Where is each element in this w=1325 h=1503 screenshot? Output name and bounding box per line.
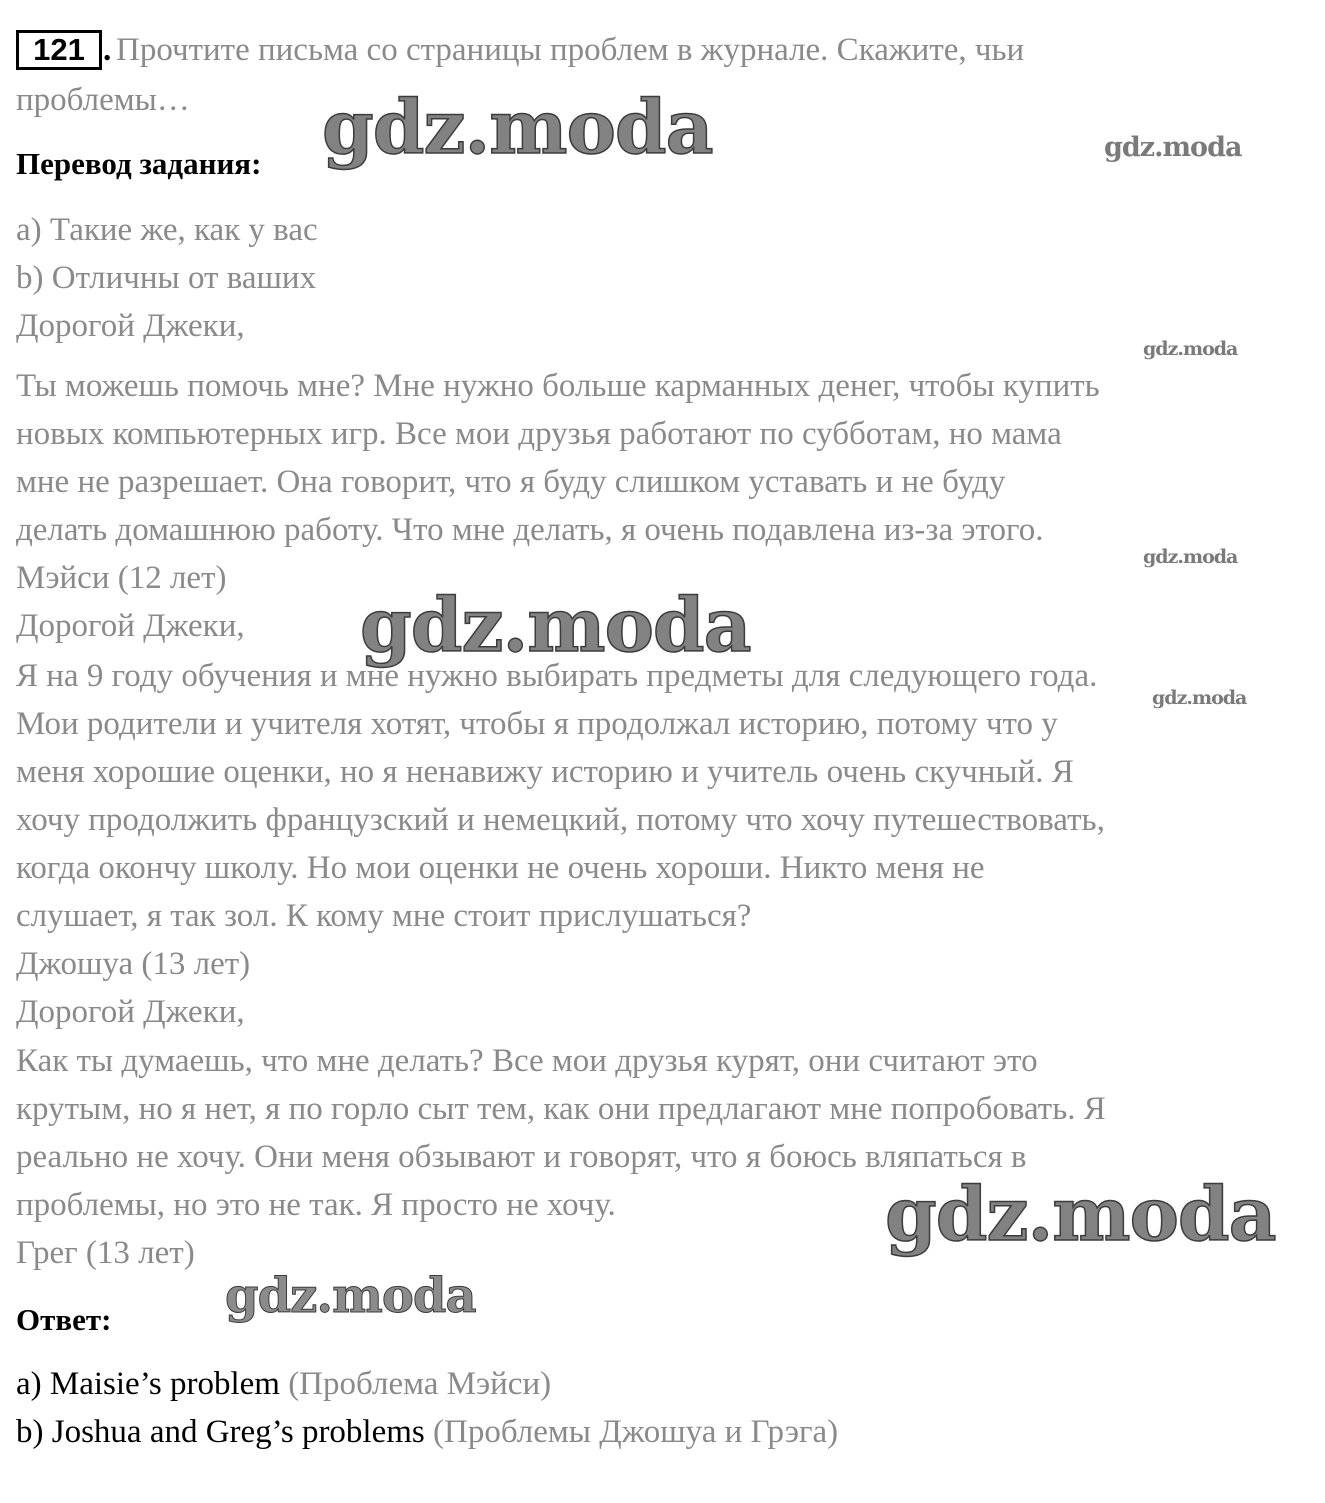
watermark-logo: gdz.moda [1104,132,1242,163]
letter-3-line: крутым, но я нет, я по горло сыт тем, как они предлагают мне попробовать. Я [16,1091,1106,1127]
letter-2-line: Я на 9 году обучения и мне нужно выбирать предметы для следующего года. [16,658,1098,694]
letter-3-line: проблемы, но это не так. Я просто не хочу. [16,1187,616,1223]
letter-2-line: когда окончу школу. Но мои оценки не очень хороши. Никто меня не [16,850,985,886]
watermark-logo: gdz.moda [1143,546,1238,568]
letter-2-line: Мои родители и учителя хотят, чтобы я продолжал историю, потому что у [16,706,1058,742]
letter-1-line: новых компьютерных игр. Все мои друзья работают по субботам, но мама [16,416,1062,452]
answer-b [16,1412,838,1452]
task-prompt-line-2: проблемы… [16,82,190,118]
translation-heading: Перевод задания: [16,146,262,181]
option-b: b) Отличны от ваших [16,260,317,296]
answer-a [16,1364,551,1404]
task-number-dot: . [103,32,112,68]
answer-a-russian: (Проблема Мэйси) [288,1366,552,1402]
task-prompt-line-1: Прочтите письма со страницы проблем в журнале. Скажите, чьи [116,32,1025,68]
letter-1-greeting: Дорогой Джеки, [16,308,245,344]
letter-1-line: мне не разрешает. Она говорит, что я буду слишком уставать и не буду [16,464,1006,500]
watermark-logo: gdz.moda [322,85,713,171]
answer-b-english: b) Joshua and Greg’s problems [16,1414,425,1450]
letter-3-signature: Грег (13 лет) [16,1235,195,1271]
answer-heading: Ответ: [16,1302,112,1337]
letter-2-line: хочу продолжить французский и немецкий, потому что хочу путешествовать, [16,802,1105,838]
answer-b-russian: (Проблемы Джошуа и Грэга) [433,1414,839,1450]
letter-2-line: меня хорошие оценки, но я ненавижу историю и учитель очень скучный. Я [16,754,1074,790]
letter-1-line: Ты можешь помочь мне? Мне нужно больше карманных денег, чтобы купить [16,368,1100,404]
letter-1-signature: Мэйси (12 лет) [16,560,227,596]
watermark-logo: gdz.moda [1152,687,1247,709]
letter-3-line: реально не хочу. Они меня обзывают и говорят, что я боюсь вляпаться в [16,1139,1027,1175]
letter-2-line: слушает, я так зол. К кому мне стоит прислушаться? [16,898,752,934]
watermark-logo: gdz.moda [1143,338,1238,360]
letter-3-greeting: Дорогой Джеки, [16,994,245,1030]
option-a: a) Такие же, как у вас [16,212,318,248]
letter-1-line: делать домашнюю работу. Что мне делать, я очень подавлена из-за этого. [16,512,1044,548]
task-number-box: 121 [16,30,102,70]
watermark-logo: gdz.moda [885,1172,1276,1258]
letter-2-signature: Джошуа (13 лет) [16,946,251,982]
answer-a-english: a) Maisie’s problem [16,1366,280,1402]
letter-3-line: Как ты думаешь, что мне делать? Все мои друзья курят, они считают это [16,1043,1038,1079]
watermark-logo: gdz.moda [225,1268,476,1324]
watermark-logo: gdz.moda [360,583,751,669]
letter-2-greeting: Дорогой Джеки, [16,608,245,644]
